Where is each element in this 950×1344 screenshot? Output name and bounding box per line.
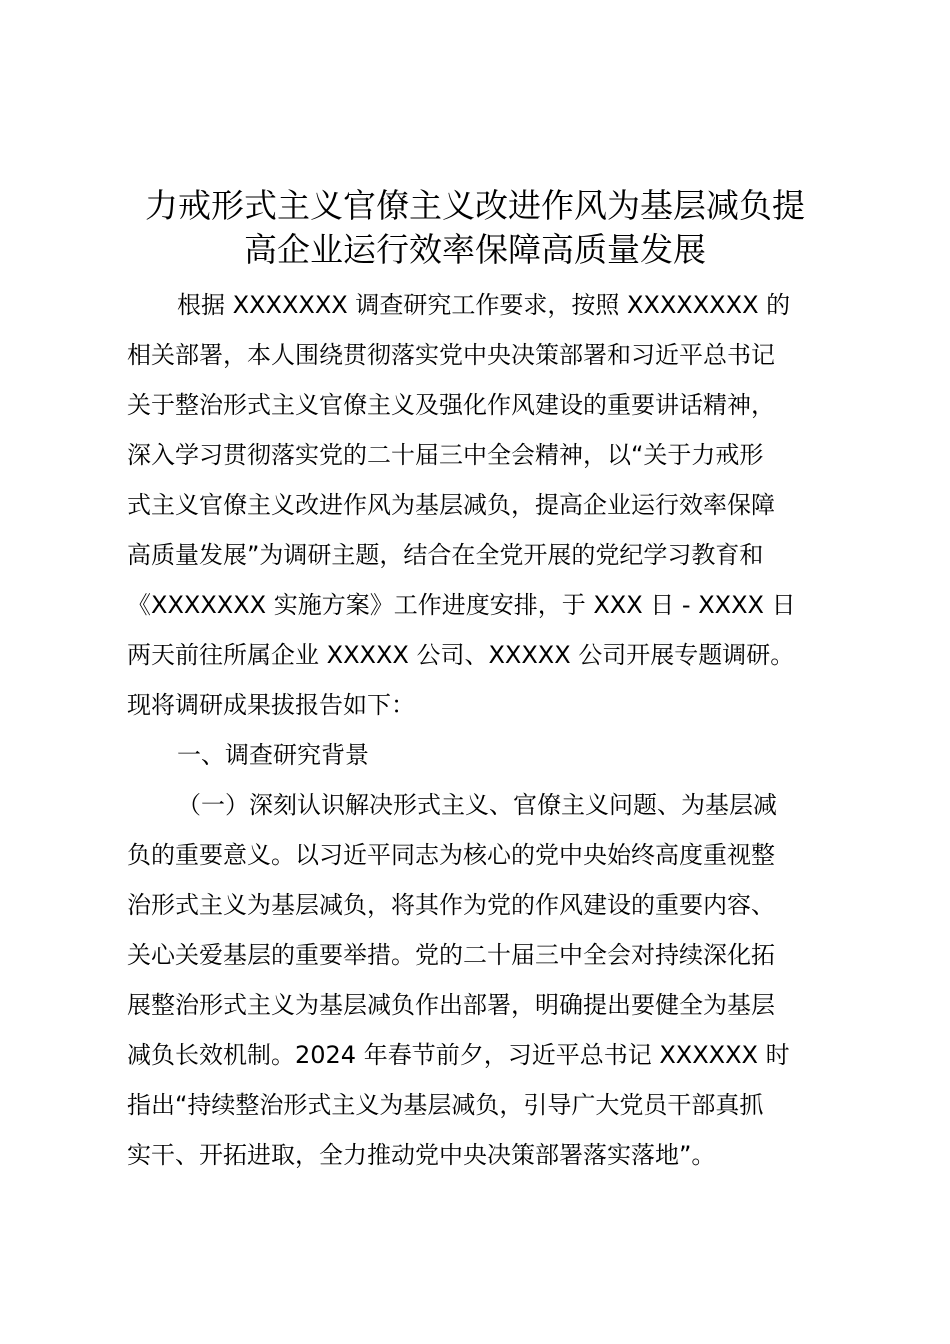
title-line-1: 力戒形式主义官僚主义改进作风为基层减负提 [145, 186, 805, 225]
paragraph-line: 《XXXXXXX 实施方案》工作进度安排，于 XXX 日 - XXXX 日 [127, 591, 796, 619]
paragraph-line: 相关部署，本人围绕贯彻落实党中央决策部署和习近平总书记 [127, 341, 775, 369]
section-heading [127, 730, 837, 780]
paragraph-line: 负的重要意义。以习近平同志为核心的党中央始终高度重视整 [127, 841, 775, 869]
document-title [100, 184, 850, 272]
paragraph-line: 高质量发展”为调研主题，结合在全党开展的党纪学习教育和 [127, 541, 764, 569]
paragraph-line: 展整治形式主义为基层减负作出部署，明确提出要健全为基层 [127, 991, 775, 1019]
paragraph-line: 关心关爱基层的重要举措。党的二十届三中全会对持续深化拓 [127, 941, 775, 969]
paragraph-line: 指出“持续整治形式主义为基层减负，引导广大党员干部真抓 [127, 1091, 764, 1119]
paragraph-line: 关于整治形式主义官僚主义及强化作风建设的重要讲话精神， [127, 391, 775, 419]
title-line-2: 高企业运行效率保障高质量发展 [244, 230, 706, 269]
paragraph-line: 治形式主义为基层减负，将其作为党的作风建设的重要内容、 [127, 891, 775, 919]
paragraph-line: 减负长效机制。2024 年春节前夕，习近平总书记 XXXXXX 时 [127, 1041, 790, 1069]
subsection-paragraph [127, 780, 837, 1180]
paragraph-line: 实干、开拓进取，全力推动党中央决策部署落实落地”。 [127, 1141, 716, 1169]
paragraph-line: 现将调研成果拔报告如下： [127, 691, 415, 719]
paragraph-line: 深入学习贯彻落实党的二十届三中全会精神，以“关于力戒形 [127, 441, 764, 469]
paragraph-line: 两天前往所属企业 XXXXX 公司、XXXXX 公司开展专题调研。 [127, 641, 795, 669]
intro-paragraph [127, 280, 837, 730]
paragraph-line: 式主义官僚主义改进作风为基层减负，提高企业运行效率保障 [127, 491, 775, 519]
paragraph-line: 根据 XXXXXXX 调查研究工作要求，按照 XXXXXXXX 的 [177, 291, 791, 319]
paragraph-line: （一）深刻认识解决形式主义、官僚主义问题、为基层减 [177, 791, 777, 819]
section-heading-text: 一、调查研究背景 [177, 741, 369, 769]
